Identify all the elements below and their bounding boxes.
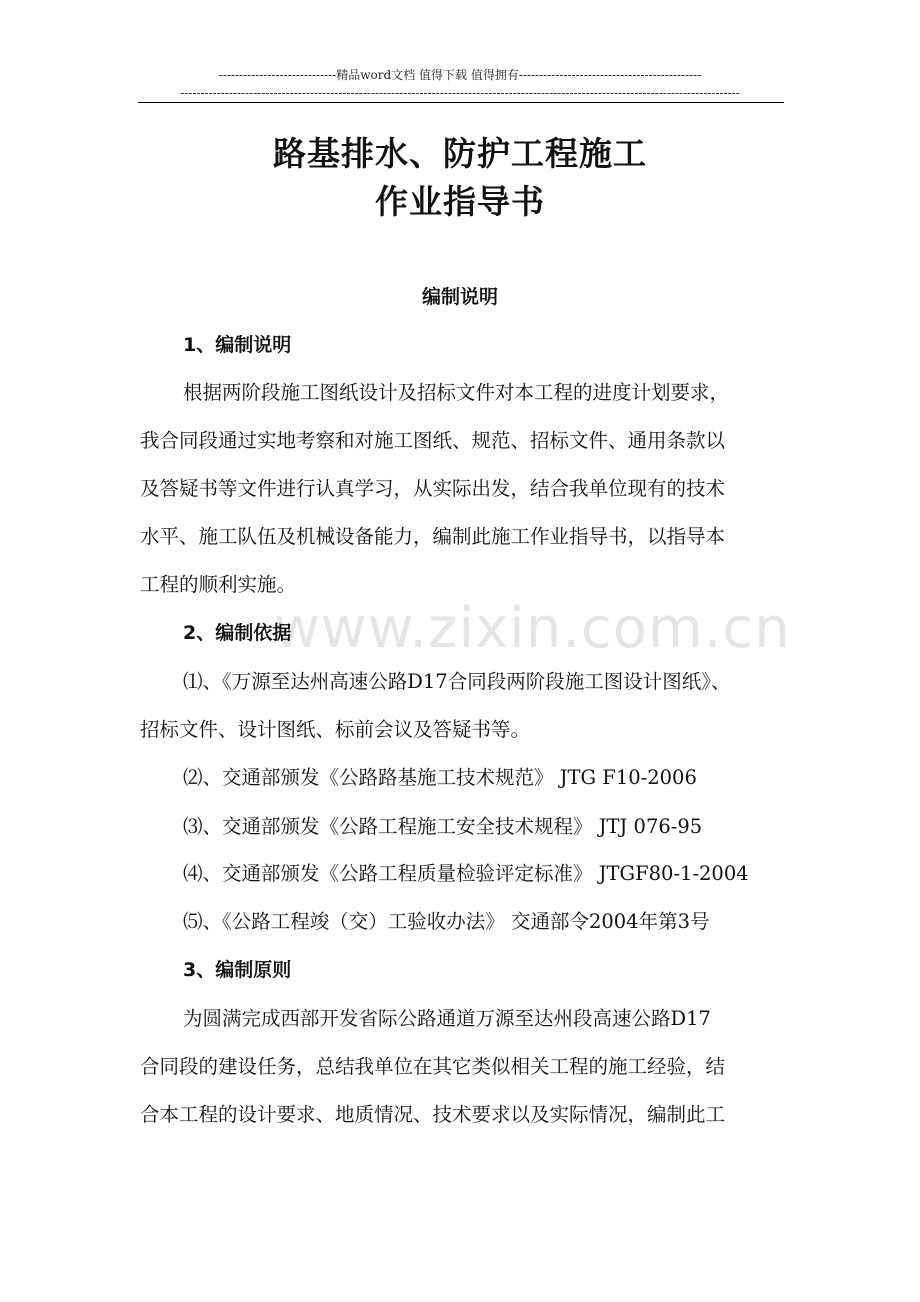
- header-rule: [138, 102, 784, 103]
- page-header-dashes: ------------------------------------------------------------------------------------------------------------------------------------------: [180, 86, 740, 100]
- basis-item: 招标文件、设计图纸、标前会议及答疑书等。: [140, 718, 531, 741]
- section-title: 编制说明: [421, 286, 498, 308]
- basis-item: ⑸、《公路工程竣（交）工验收办法》 交通部令2004年第3号: [183, 910, 710, 933]
- section-3-paragraph-line: 合同段的建设任务，总结我单位在其它类似相关工程的施工经验，结: [140, 1055, 726, 1078]
- section-1-paragraph-line: 我合同段通过实地考察和对施工图纸、规范、招标文件、通用条款以: [140, 429, 726, 452]
- section-1-paragraph-line: 工程的顺利实施。: [140, 573, 297, 596]
- section-3-heading: 3、编制原则: [183, 959, 292, 981]
- basis-item: ⑷、交通部颁发《公路工程质量检验评定标准》 JTGF80-1-2004: [183, 862, 749, 885]
- section-1-paragraph-line: 及答疑书等文件进行认真学习，从实际出发，结合我单位现有的技术: [140, 477, 726, 500]
- basis-item: ⑵、交通部颁发《公路路基施工技术规范》 JTG F10-2006: [183, 766, 697, 789]
- document-title-line1: 路基排水、防护工程施工: [273, 134, 647, 173]
- page-header-banner: -----------------------------精品word文档 值得下载 值得拥有---------------------------------------------: [218, 68, 702, 82]
- section-3-paragraph-line: 合本工程的设计要求、地质情况、技术要求以及实际情况，编制此工: [140, 1103, 726, 1126]
- section-1-heading: 1、编制说明: [183, 334, 292, 356]
- section-1-paragraph-line: 水平、施工队伍及机械设备能力，编制此施工作业指导书，以指导本: [140, 525, 726, 548]
- section-3-paragraph-line: 为圆满完成西部开发省际公路通道万源至达州段高速公路D17: [183, 1007, 711, 1030]
- section-1-paragraph-line: 根据两阶段施工图纸设计及招标文件对本工程的进度计划要求，: [183, 381, 730, 404]
- section-2-heading: 2、编制依据: [183, 622, 292, 644]
- basis-item: ⑴、《万源至达州高速公路D17合同段两阶段施工图设计图纸》、: [183, 670, 731, 693]
- document-title-line2: 作业指导书: [375, 182, 545, 221]
- basis-item: ⑶、交通部颁发《公路工程施工安全技术规程》 JTJ 076-95: [183, 815, 703, 838]
- watermark: www.zixin.com.cn: [274, 596, 791, 661]
